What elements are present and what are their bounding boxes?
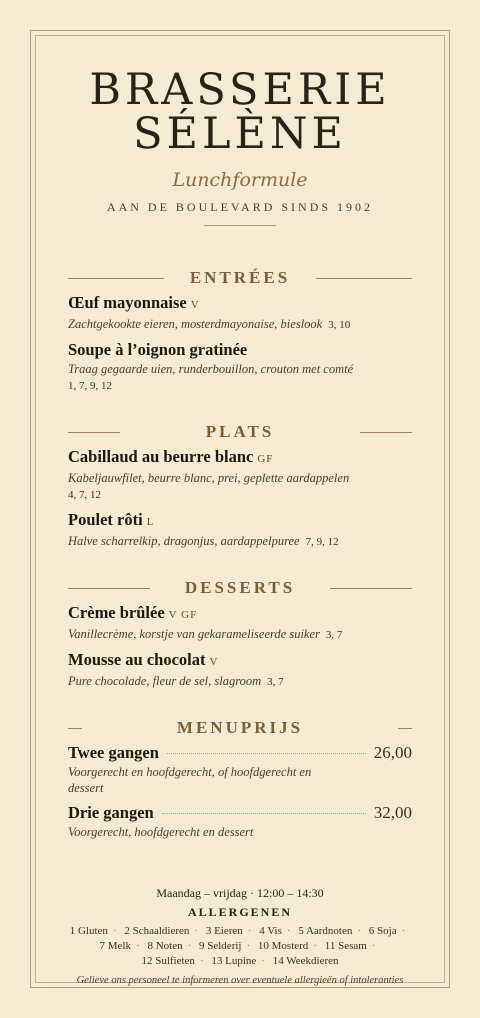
menu-subtitle: Lunchformule — [172, 169, 308, 191]
separator: · — [313, 940, 317, 952]
title-divider — [204, 225, 276, 226]
section-title-entrees: ENTRÉES — [189, 268, 291, 287]
separator: · — [247, 925, 252, 937]
divider-right — [316, 278, 412, 279]
item-tags: GF — [257, 453, 274, 465]
item-name: Cabillaud au beurre blanc — [68, 447, 254, 466]
separator: · — [136, 940, 140, 952]
item-name: Mousse au chocolat — [68, 650, 206, 669]
divider-left — [68, 588, 150, 589]
option-description: Voorgerecht, hoofdgerecht en dessert — [68, 825, 254, 839]
item-description: Kabeljauwfilet, beurre blanc, prei, geplette aardappelen — [68, 471, 350, 485]
item-description: Zachtgekookte eieren, mosterdmayonaise, bieslook — [68, 317, 323, 331]
section-title-desserts: DESSERTS — [184, 578, 296, 597]
menu-item — [68, 602, 412, 643]
separator: · — [357, 925, 362, 937]
title-line-1: BRASSERIE — [89, 65, 391, 115]
allergen-entry: 10 Mosterd — [257, 940, 309, 952]
allergen-entry: 6 Soja — [368, 925, 397, 937]
separator: · — [246, 940, 251, 952]
footer — [68, 886, 412, 987]
section-header-menuprijs — [68, 718, 412, 738]
divider-right — [398, 728, 412, 729]
allergen-entry: 2 Schaaldieren — [124, 925, 190, 937]
menu-item — [68, 446, 412, 503]
item-name: Crème brûlée — [68, 603, 165, 622]
item-name: Soupe à l’oignon gratinée — [68, 340, 248, 359]
allergen-entry: 12 Sulfieten — [141, 955, 195, 967]
title-line-2: SÉLÈNE — [133, 109, 347, 159]
item-allergens: 7, 9, 12 — [305, 536, 339, 548]
item-allergens: 3, 7 — [325, 629, 343, 641]
allergen-entry: 14 Weekdieren — [272, 955, 339, 967]
section-header-entrees — [68, 268, 412, 288]
item-description: Traag gegaarde uien, runderbouillon, crouton met comté — [68, 362, 354, 376]
dot-leader — [162, 813, 366, 814]
section-header-desserts — [68, 578, 412, 598]
allergen-entry: 11 Sesam — [324, 940, 367, 952]
item-name: Œuf mayonnaise — [68, 293, 187, 312]
separator: · — [187, 940, 192, 952]
divider-left — [68, 278, 164, 279]
allergy-note: Gelieve ons personeel te informeren over eventuele allergieën of intoleranties — [76, 975, 404, 986]
item-allergens: 1, 7, 9, 12 — [68, 380, 112, 392]
allergen-entry: 5 Aardnoten — [298, 925, 353, 937]
separator: · — [371, 940, 376, 952]
item-tags: V — [209, 656, 219, 668]
item-allergens: 4, 7, 12 — [68, 489, 101, 501]
separator: · — [112, 925, 117, 937]
allergen-entry: 9 Selderij — [199, 940, 242, 952]
item-description: Pure chocolade, fleur de sel, slagroom — [68, 674, 262, 688]
divider-left — [68, 728, 82, 729]
dot-leader — [167, 753, 366, 754]
allergen-entry: 7 Melk — [99, 940, 132, 952]
section-title-plats: PLATS — [205, 422, 275, 441]
menu-item — [68, 292, 412, 333]
item-description: Vanillecrème, korstje van gekarameliseerde suiker — [68, 627, 320, 641]
item-allergens: 3, 7 — [267, 676, 284, 688]
separator: · — [401, 925, 406, 937]
divider-right — [360, 432, 412, 433]
option-description: Voorgerecht en hoofdgerecht, of hoofdgerecht en dessert — [68, 765, 312, 795]
menu-item — [68, 649, 412, 690]
item-description: Halve scharrelkip, dragonjus, aardappelpuree — [68, 534, 300, 548]
allergen-entry: 8 Noten — [147, 940, 183, 952]
item-tags: L — [146, 516, 155, 528]
section-title-menuprijs: MENUPRIJS — [176, 718, 304, 737]
allergen-entry: 13 Lupine — [211, 955, 257, 967]
allergen-entry: 3 Eieren — [205, 925, 243, 937]
item-name: Poulet rôti — [68, 510, 143, 529]
separator: · — [286, 925, 291, 937]
allergen-list — [68, 924, 412, 969]
opening-hours: Maandag – vrijdag · 12:00 – 14:30 — [156, 886, 324, 900]
allergen-title: ALLERGENEN — [187, 905, 293, 919]
price-option — [68, 802, 412, 840]
separator: · — [261, 955, 265, 967]
option-name: Drie gangen — [68, 803, 154, 822]
divider-right — [330, 588, 412, 589]
allergen-entry: 1 Gluten — [69, 925, 108, 937]
separator: · — [199, 955, 204, 967]
allergen-entry: 4 Vis — [259, 925, 282, 937]
restaurant-name — [68, 65, 412, 159]
menu-card — [68, 65, 412, 987]
item-tags: V — [190, 299, 200, 311]
menu-item — [68, 509, 412, 550]
item-allergens: 3, 10 — [328, 319, 351, 331]
option-name: Twee gangen — [68, 743, 159, 762]
item-tags: V GF — [168, 609, 198, 621]
option-price: 32,00 — [373, 803, 412, 822]
option-price: 26,00 — [373, 743, 412, 762]
price-option — [68, 742, 412, 796]
section-header-plats — [68, 422, 412, 442]
menu-item — [68, 339, 412, 394]
divider-left — [68, 432, 120, 433]
separator: · — [194, 925, 199, 937]
tagline: AAN DE BOULEVARD SINDS 1902 — [106, 200, 374, 214]
